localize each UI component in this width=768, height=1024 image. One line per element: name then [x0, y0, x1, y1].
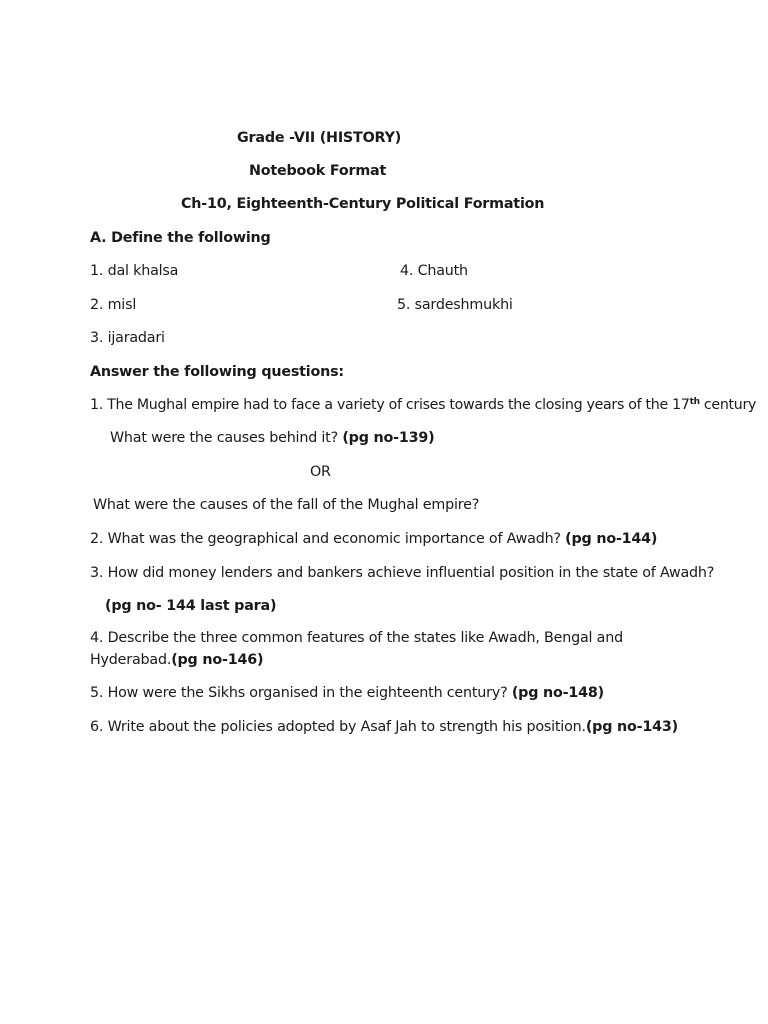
question-4: 4. Describe the three common features of the states like Awadh, Bengal and	[90, 630, 623, 646]
question-3: 3. How did money lenders and bankers achieve influential position in the state of Awadh?	[90, 565, 715, 581]
section-a-heading: A. Define the following	[90, 230, 271, 246]
superscript: th	[689, 397, 700, 407]
page-reference: (pg no-144)	[565, 531, 658, 547]
page-reference: (pg no- 144 last para)	[105, 598, 277, 614]
question-1-alternate: What were the causes of the fall of the Mughal empire?	[93, 497, 480, 513]
question-1-tail: century	[699, 397, 757, 413]
question-4-line2	[90, 650, 263, 670]
question-1-line2	[110, 428, 434, 448]
question-1	[90, 395, 756, 415]
question-2	[90, 529, 657, 549]
term-item: 5. sardeshmukhi	[397, 297, 513, 313]
term-item: 4. Chauth	[400, 263, 468, 279]
question-5	[90, 683, 604, 703]
chapter-title: Ch-10, Eighteenth-Century Political Formation	[181, 196, 545, 212]
question-1-text: 1. The Mughal empire had to face a variety of crises towards the closing years of the 17	[90, 397, 690, 413]
term-item: 3. ijaradari	[90, 330, 165, 346]
question-2-text: 2. What was the geographical and economic importance of Awadh?	[90, 531, 566, 547]
question-6-text: 6. Write about the policies adopted by Asaf Jah to strength his position.	[90, 719, 586, 735]
term-item: 2. misl	[90, 297, 137, 313]
question-5-text: 5. How were the Sikhs organised in the eighteenth century?	[90, 685, 512, 701]
format-title: Notebook Format	[249, 163, 387, 179]
question-6	[90, 717, 678, 737]
page-reference: (pg no-139)	[342, 430, 435, 446]
page-reference: (pg no-148)	[511, 685, 604, 701]
or-separator: OR	[310, 464, 331, 480]
grade-title: Grade -VII (HISTORY)	[237, 130, 402, 146]
page-reference: (pg no-146)	[171, 652, 264, 668]
term-item: 1. dal khalsa	[90, 263, 179, 279]
question-4-line2-text: Hyderabad.	[90, 652, 172, 668]
page-reference: (pg no-143)	[585, 719, 678, 735]
question-1-line2-text: What were the causes behind it?	[110, 430, 343, 446]
section-b-heading: Answer the following questions:	[90, 364, 344, 380]
